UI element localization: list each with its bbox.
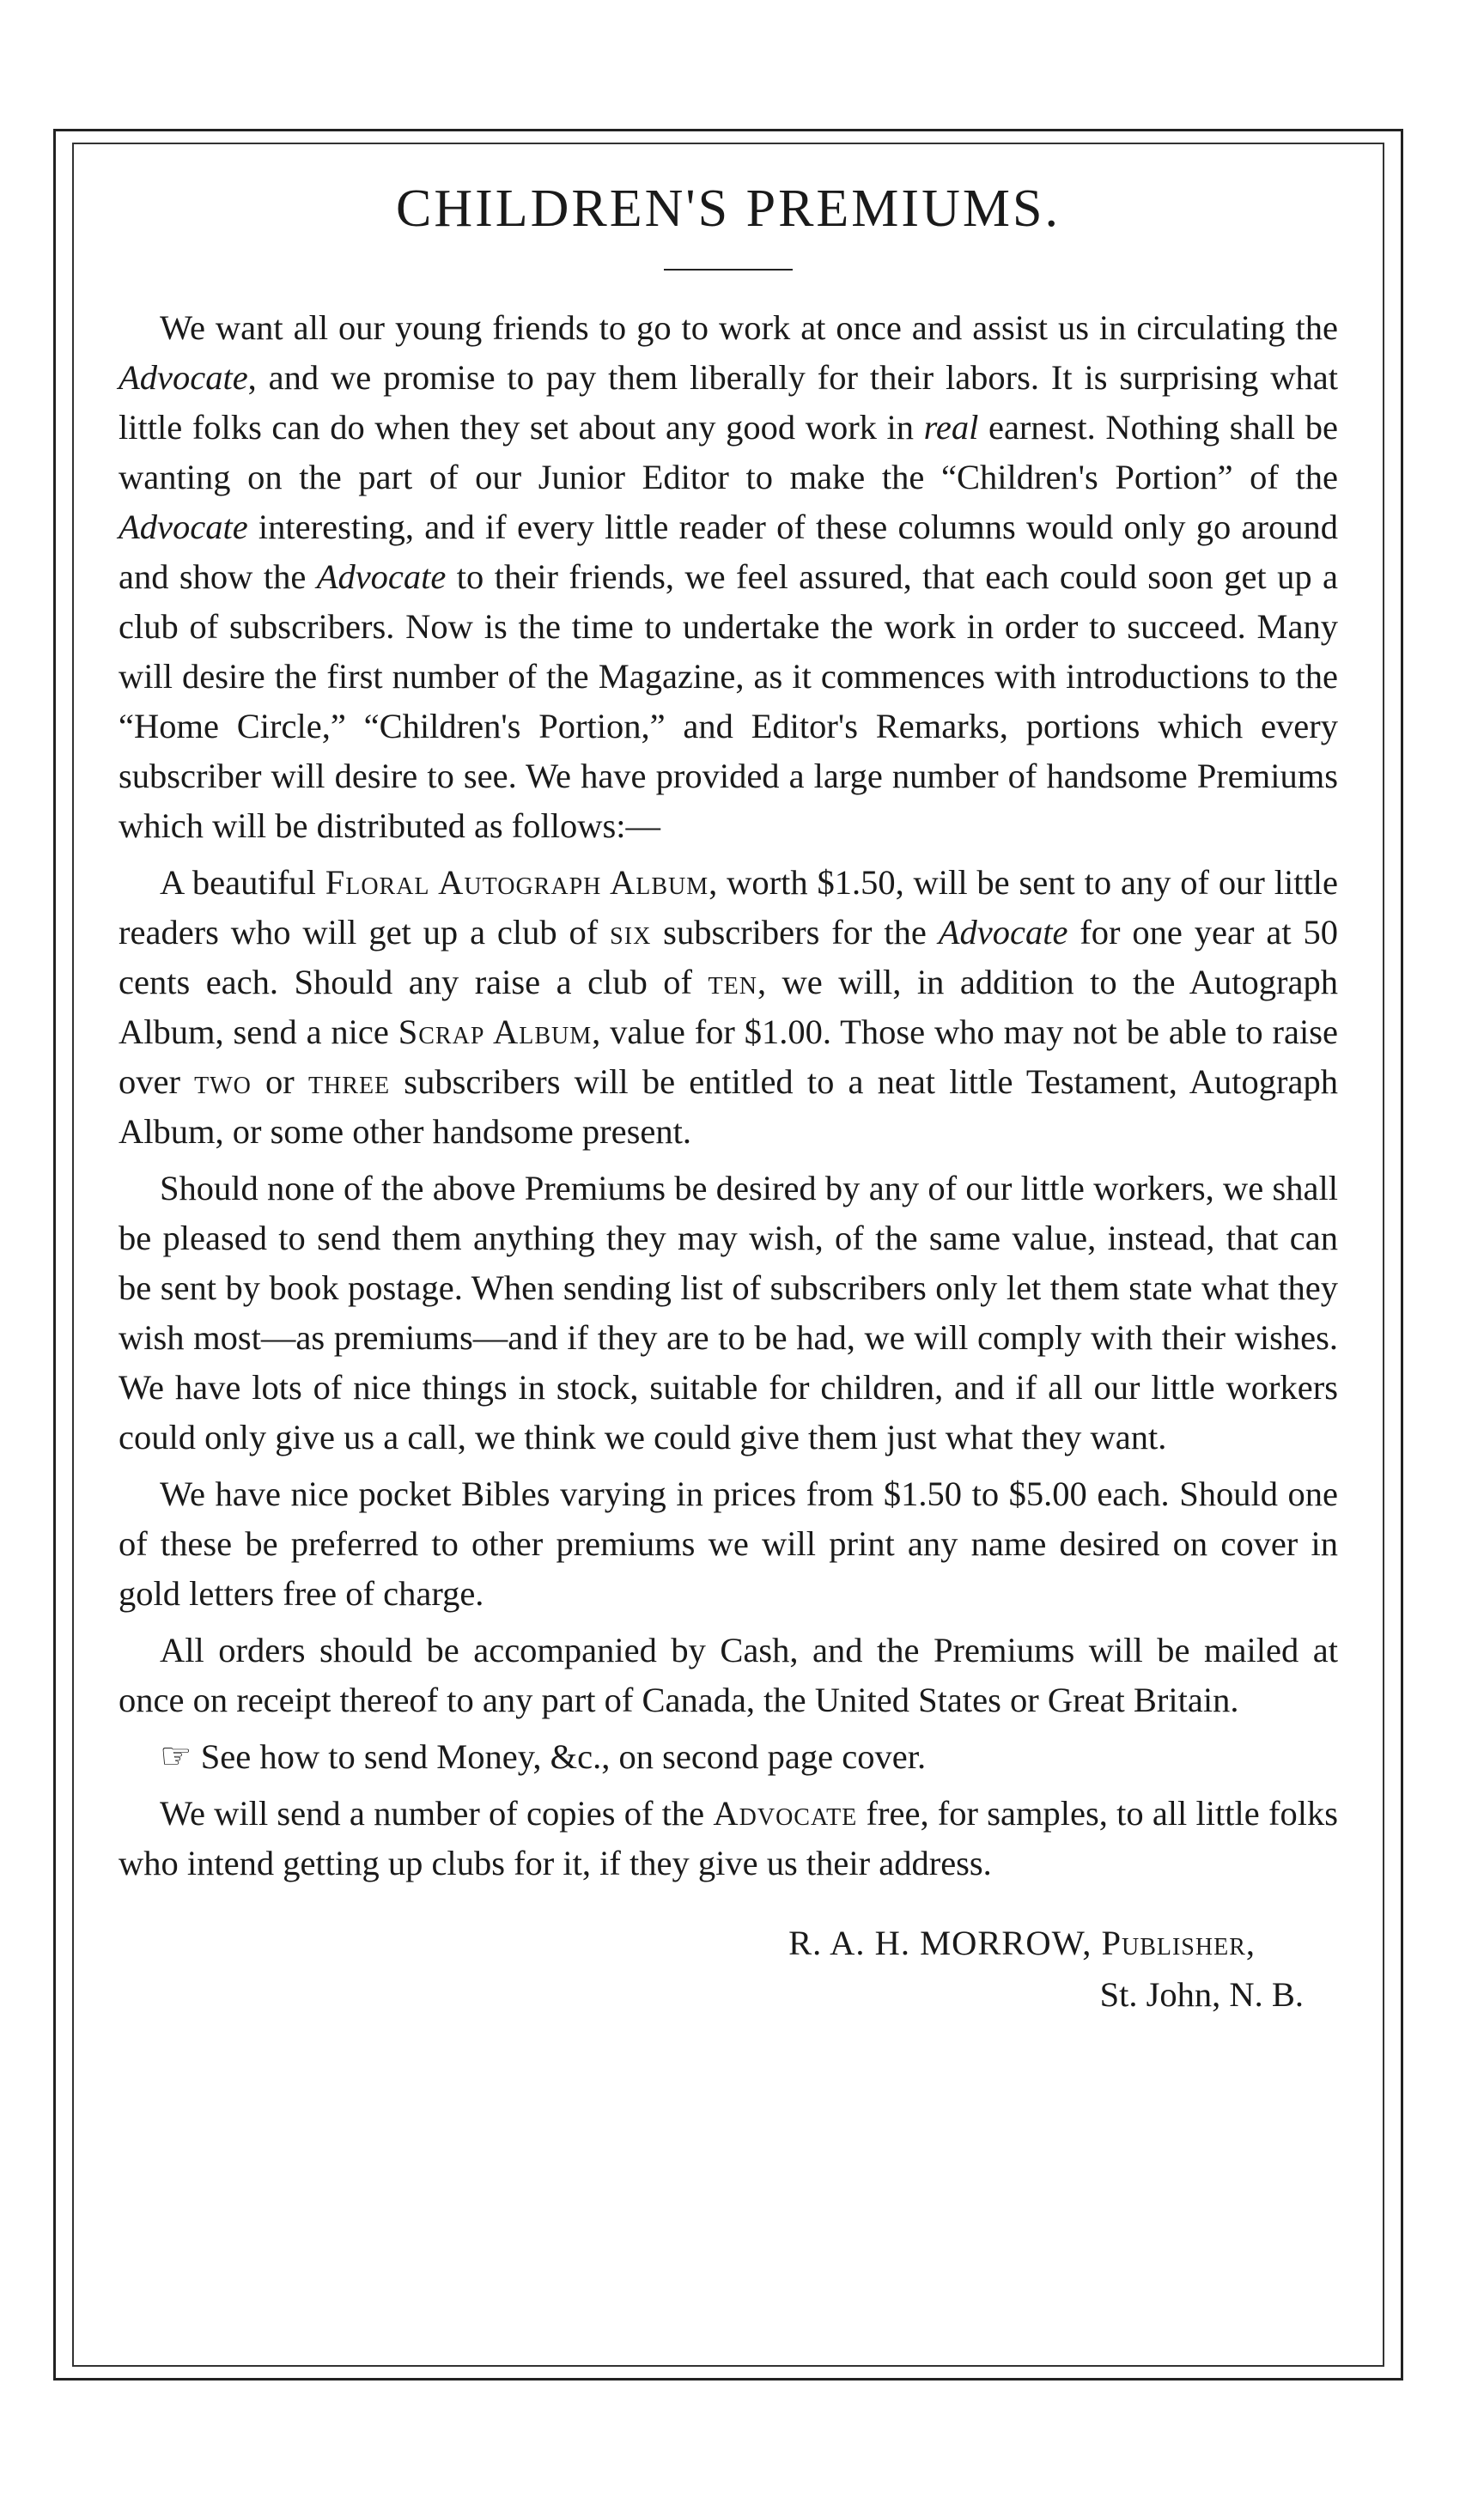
text-run: subscribers will be entitled to a neat little Testament, Autograph Album, or some other handsome present. [119, 1062, 1338, 1151]
text-run: , worth $1.50, will be sent to any of our little readers who will get up a club of [119, 863, 1338, 952]
paragraph-samples [119, 1789, 1338, 1888]
paragraph-orders: All orders should be accompanied by Cash, and the Premiums will be mailed at once on receipt thereof to any part of Canada, the United States or Great Britain. [119, 1631, 1338, 1719]
text-run-smallcaps: three [307, 1062, 391, 1101]
text-run-smallcaps: Floral Autograph Album [325, 863, 709, 902]
paragraph-intro [119, 303, 1338, 851]
text-run-italic: Advocate [119, 508, 248, 546]
text-run: or [251, 1062, 308, 1101]
text-run-italic: Advocate [119, 358, 248, 397]
publisher-name: R. A. H. MORROW, [788, 1924, 1102, 1962]
text-run: A beautiful [160, 863, 325, 902]
text-run: subscribers for the [651, 913, 939, 952]
paragraph-pocket-bibles: We have nice pocket Bibles varying in prices from $1.50 to $5.00 each. Should one of these be preferred to other premiums we will print any name desired on cover in gold letters free of charge. [119, 1475, 1338, 1613]
text-run-italic: real [923, 408, 979, 447]
publisher-role: Publisher, [1101, 1924, 1256, 1962]
paragraph-alternative-premiums: Should none of the above Premiums be desired by any of our little workers, we shall be pleased to send them anything they may wish, of the same value, instead, that can be sent by book postage. When sending list of subscribers only let them state what they wish most—as premiums—and if they are to be had, we will comply with their wishes. We have lots of nice things in stock, suitable for children, and if all our little workers could only give us a call, we think we could give them just what they want. [119, 1169, 1338, 1456]
signature-name-line [119, 1918, 1338, 1969]
text-run-smallcaps: two [194, 1062, 252, 1101]
text-run: free, for samples, to all little folks who intend getting up clubs for it, if they give us their address. [119, 1794, 1338, 1882]
signature-block [119, 1918, 1338, 2021]
page-content [119, 172, 1338, 2021]
signature-place: St. John, N. B. [1099, 1975, 1304, 2014]
text-run: , value for $1.00. Those who may not be able to raise over [119, 1012, 1338, 1101]
text-run-italic: Advocate [938, 913, 1068, 952]
text-run: earnest. Nothing shall be wanting on the part of our Junior Editor to make the “Children's Portion” of the [119, 408, 1338, 496]
page-title: CHILDREN'S PREMIUMS. [396, 179, 1061, 238]
text-run: We will send a number of copies of the [160, 1794, 714, 1833]
text-run: We want all our young friends to go to work at once and assist us in circulating the [160, 308, 1338, 347]
text-run: See how to send Money, &c., on second page cover. [200, 1737, 927, 1776]
text-run-smallcaps: Scrap Album [398, 1012, 593, 1051]
paragraph-album-premium [119, 858, 1338, 1157]
text-run-smallcaps: six [610, 913, 652, 952]
paragraph-money-note [119, 1732, 1338, 1782]
text-run: to their friends, we feel assured, that each could soon get up a club of subscribers. Now is the time to undertake the work in order to succeed. Many will desire the first number of the Magazine, as it commences with introductions to the “Home Circle,” “Children's Portion,” and Editor's Remarks, portions which every subscriber will desire to see. We have provided a large number of handsome Premiums which will be distributed as follows:— [119, 557, 1338, 845]
title-divider [664, 269, 793, 271]
text-run-italic: Advocate [316, 557, 447, 596]
text-run: , and we promise to pay them liberally for their labors. It is surprising what little folks can do when they set about any good work in [119, 358, 1338, 447]
pointing-hand-icon: ☞ [160, 1737, 192, 1777]
text-run: for one year at 50 cents each. Should any raise a club of [119, 913, 1338, 1001]
text-run: interesting, and if every little reader of these columns would only go around and show the [119, 508, 1338, 596]
text-run-smallcaps: Advocate [713, 1794, 858, 1833]
text-run: , we will, in addition to the Autograph Album, send a nice [119, 963, 1338, 1051]
text-run-smallcaps: ten [708, 963, 757, 1001]
